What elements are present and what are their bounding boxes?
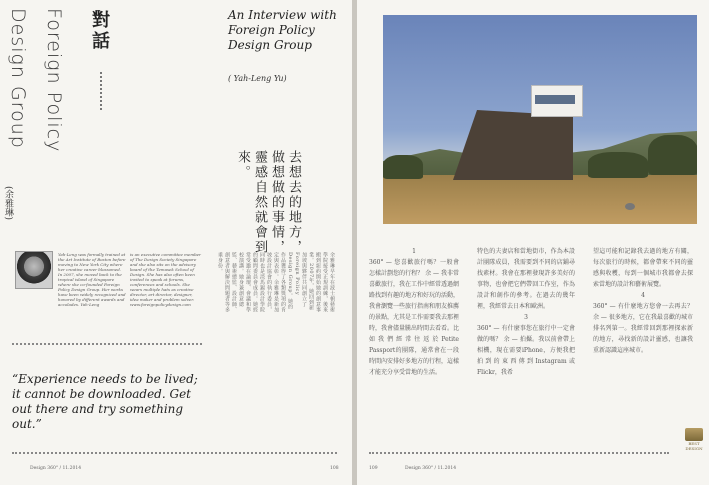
text-column-2 [477, 246, 575, 378]
question-number: 1 [412, 248, 416, 255]
name-zh: (余雅琳) [3, 186, 13, 221]
bio-en-column-2: is an executive committee member of The Design Society Singapore and she also sits on the advisory board of the Temasek School of Design. She has also often been invited to speak at forums, conferences and schools. She wears multiple hats as creative director, art director, designer, idea maker and problem solver. www.foreignpolicydesign.com [130, 252, 201, 307]
interview-title: An Interview with Foreign Policy Design Group [228, 8, 337, 52]
title-zh: 對話 [89, 10, 110, 52]
right-page [357, 0, 709, 485]
divider-top [12, 343, 202, 345]
title-en-line1: Foreign Policy [43, 8, 65, 153]
portrait-photo [15, 251, 53, 289]
question-number: 3 [524, 314, 528, 321]
page-number-left: 108 [330, 466, 339, 471]
divider-bottom [12, 452, 337, 454]
column-text: 望這可能和記錄我去過的地方有關，每次旅行的時候，都會帶來不同的靈感與收穫，每到一個城市我都會去探索當地的設計和藝術展覽。 [593, 248, 693, 288]
divider-bottom-right [369, 452, 669, 454]
interview-subtitle: ( Yah-Leng Yu) [228, 74, 287, 83]
text-column-1 [369, 246, 459, 378]
page-number-right: 109 [369, 466, 378, 471]
logo-text: BEST DESIGN [685, 441, 703, 451]
column-text: 360° — 您喜歡旅行嗎？一般會怎樣計劃您的行程？ 余 — 我非常喜歡旅行，我在工作中經常透過網路找到有趣的地方和好玩的活動，我會瀏覽一些旅行指南和朋友推薦的景點，尤其是工作需要我去那裡時，我會儘量騰出時間去看看。比如我們經常往返於Petite Passport的團隊，通常會在一段時間內安排好多地方的行程，這樣才能充分享受當地的生活。 [369, 259, 460, 376]
text-column-3 [593, 246, 693, 356]
folio-left: Design 360° / 11.2014 [30, 466, 82, 471]
title-en-line2: Design Group [7, 8, 29, 149]
best-design-logo [685, 428, 703, 451]
column-text: 360° — 有什麼地方您會一去再去？ 余 — 很多地方，它在我最喜歡的城市排名列第一。我經常回到那裡探索新的地方，尋找新的設計靈感，也讓我重新認識這座城市。 [593, 303, 693, 354]
bio-en-column-1: Yah-Leng was formally trained at the Art Institute of Boston before moving to New York City where her creative career blossomed. In 2007, she moved back to the tropical island of Singapore where she co-founded Foreign Policy Design Group. Her works have been widely recognized and honored by different awards and accolades. Yah-Leng [58, 252, 126, 307]
left-page [0, 0, 352, 485]
logo-mark-icon [685, 428, 703, 441]
architecture-photo [383, 15, 697, 224]
quote-zh: 去想去的地方，做想做的事情，靈感自然就會到來。 [235, 150, 301, 255]
question-number: 4 [641, 292, 645, 299]
folio-right: Design 360° / 11.2014 [405, 466, 457, 471]
bio-zh: 余雅琳早年在波士頓藝術學院接受正規訓練，後來搬到紐約開始她的創意事業。2007年，她回到新加坡與夥伴共同創立了Foreign Policy Design Group。她的作品獲得了各類獎項的肯定與表彰。余雅琳是新加坡設計協會的執行委員，同時也是淡馬錫設計學院的顧問委員會成員。她經常受邀在論壇、會議和學校演講。她身兼創意總監、藝術總監、設計師、創意者與解決問題者等多重身份。 [217, 252, 335, 313]
title-divider [100, 72, 102, 110]
pull-quote: “Experience needs to be lived; it cannot be downloaded. Get out there and try something out.” [12, 372, 198, 431]
column-text: 360° — 有什麼事您在旅行中一定會做的嗎？ 余 — 拍攝。我以前會帶上相機，現在需要iPhone，方便我把拍到的東西傳到Instagram或Flickr，我希 [477, 325, 575, 376]
column-text: 特色的夫妻店和當地街市，作為本設計團隊成員，我需要到不同的店鋪尋找素材。我會在那裡發現許多美好的事物，也會把它們帶回工作室，作為設計和創作的參考。在過去的幾年裡，我經常去日本和歐洲。 [477, 248, 575, 310]
